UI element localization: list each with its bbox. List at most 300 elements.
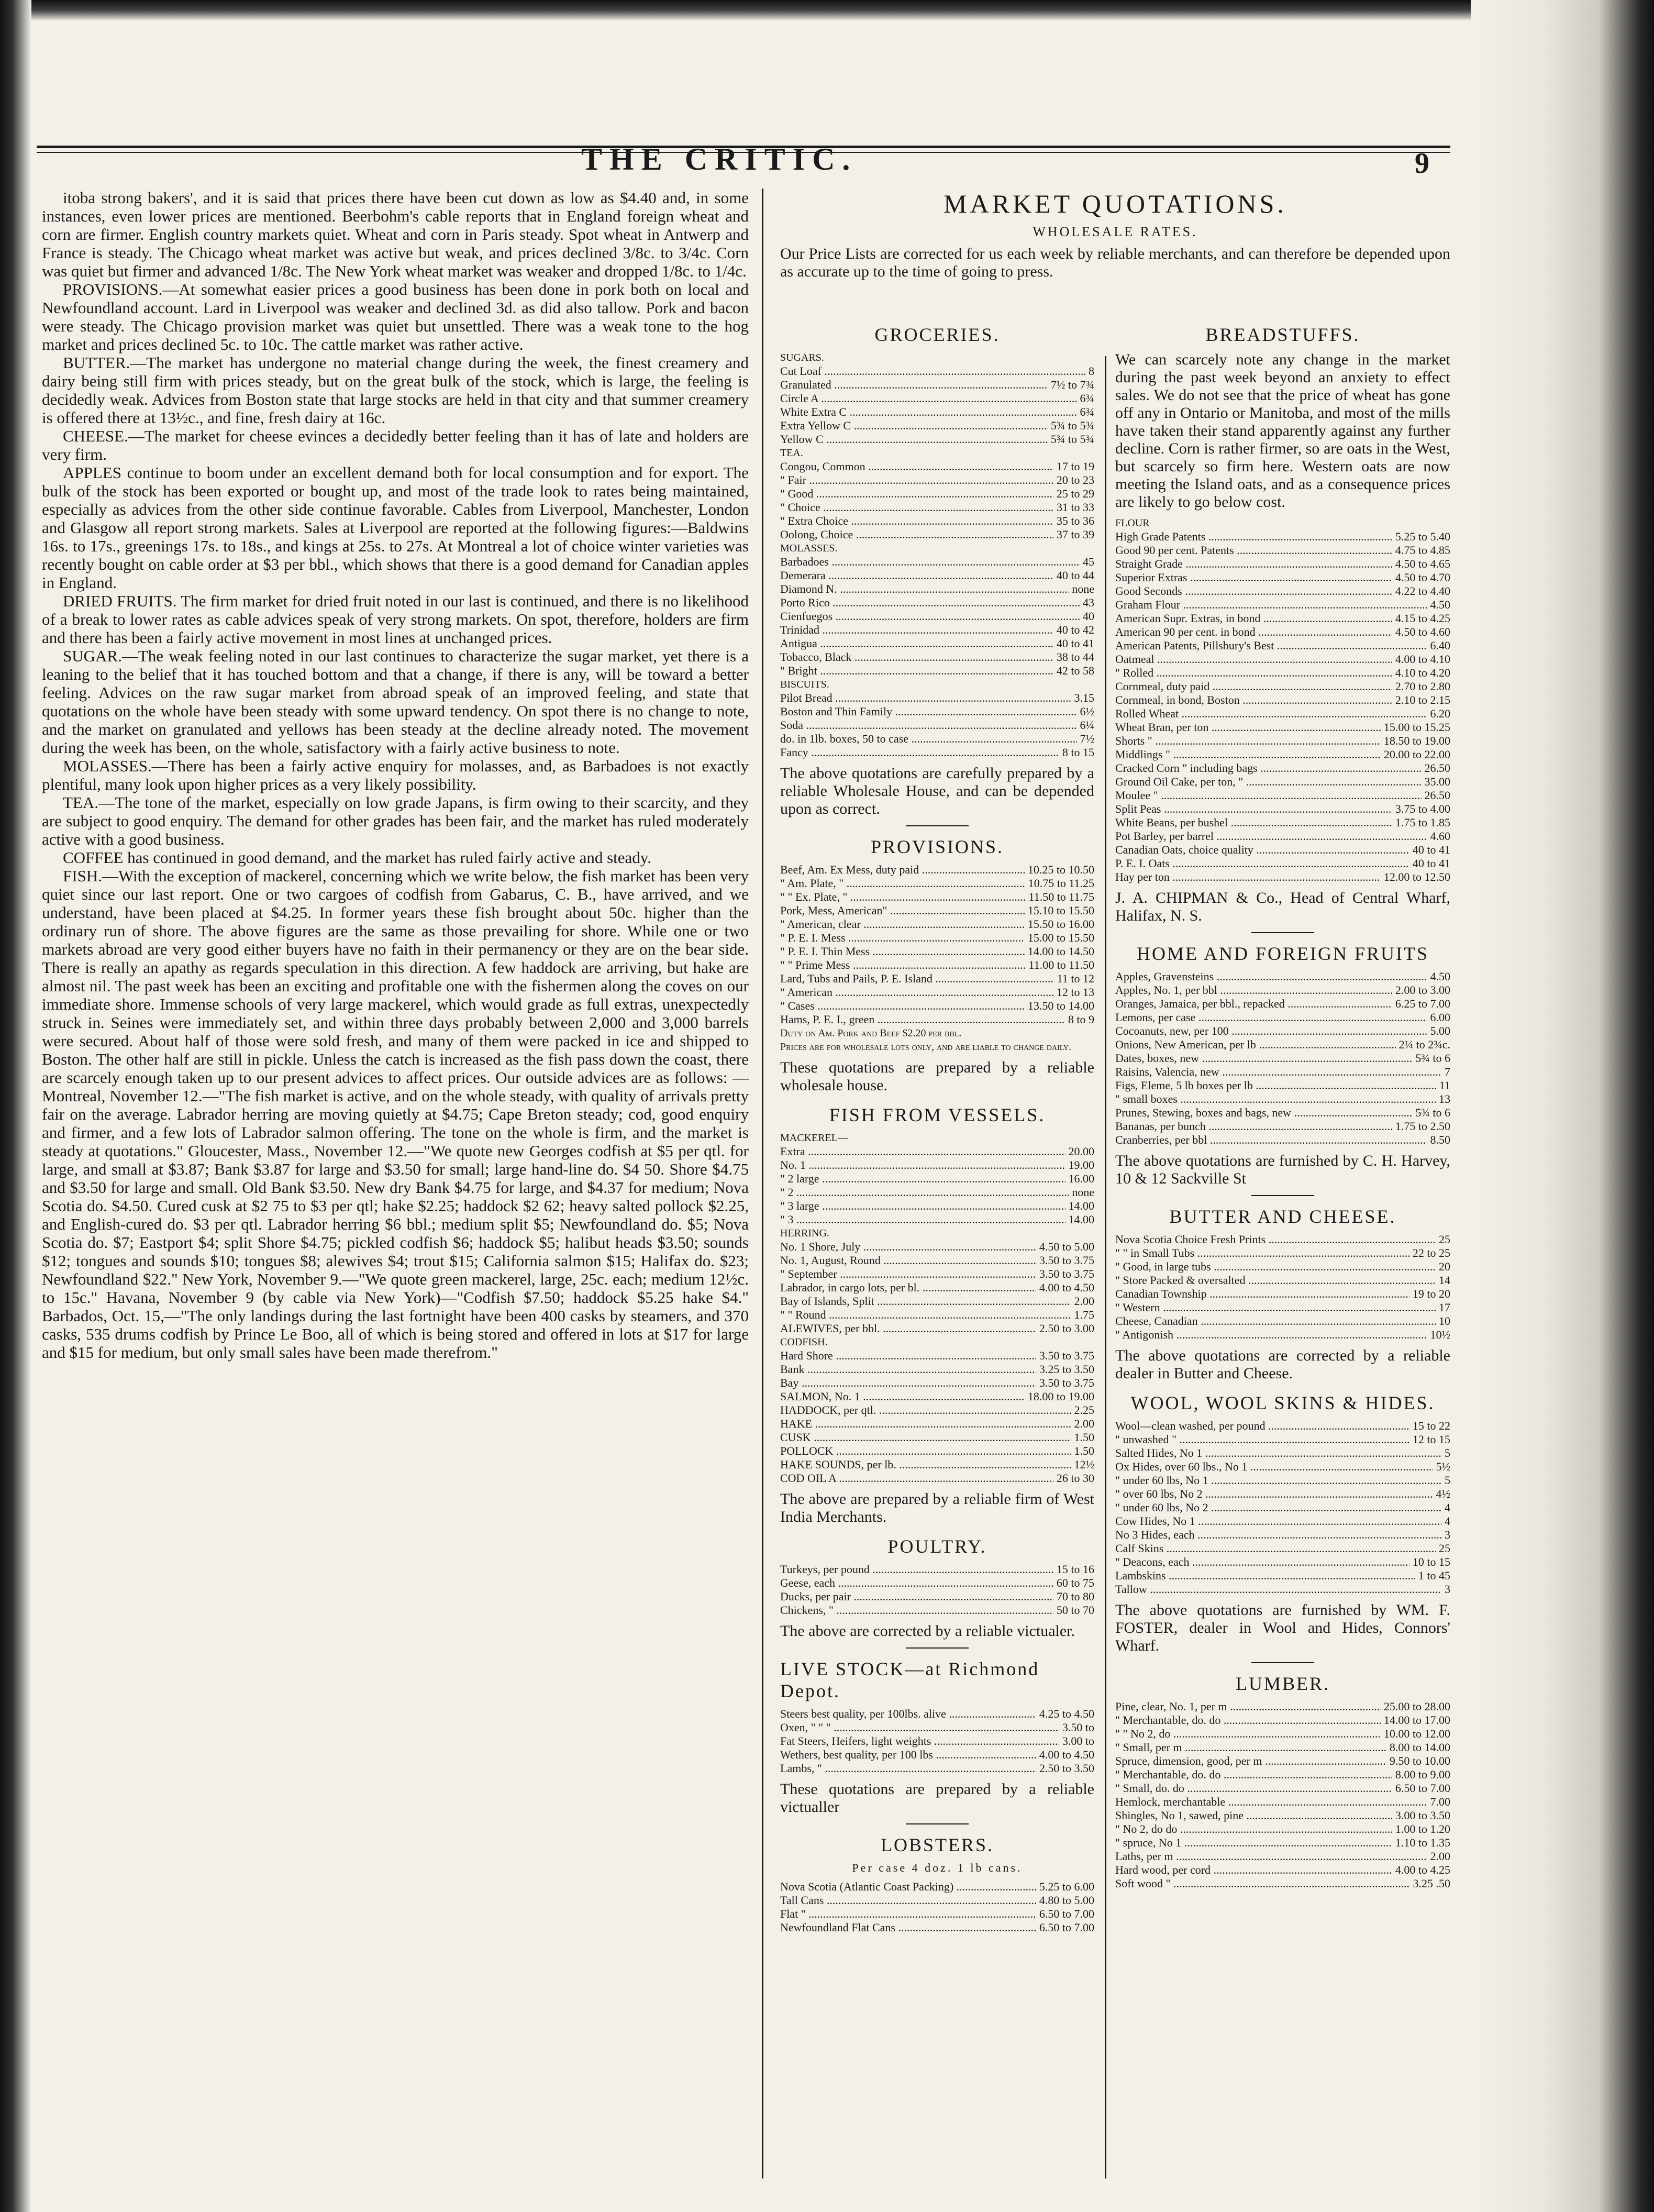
column-3	[1115, 314, 1450, 1890]
price-row	[1115, 970, 1450, 983]
price-item-value: 6.50 to 7.00	[1392, 1782, 1450, 1795]
price-item-label: Raisins, Valencia, new .....	[1115, 1065, 1441, 1079]
price-item-value: 4.00 to 4.50	[1036, 1281, 1094, 1295]
price-item-label: Salted Hides, No 1 .....	[1115, 1446, 1441, 1460]
price-item-value: 6¾	[1077, 405, 1095, 419]
price-item-value: 25 to 29	[1053, 487, 1094, 501]
price-item-value: 18.00 to 19.00	[1025, 1390, 1094, 1403]
price-item-label: Tall Cans .....	[780, 1894, 1036, 1907]
price-row	[780, 1762, 1094, 1775]
report-paragraph: SUGAR.—The weak feeling noted in our last continues to characterize the sugar market, yet there is a leaning to the belief that it has touched bottom and that a change, if there is any, will be toward a better feeling. Advices on the raw sugar market from abroad speak of an improved feeling, and state that quotations on the whole have been steady with some upward tendency. On spot there is no change to note, and the market on granulated and yellows has been steady at the decline already noted. The movement during the week has been, on the whole, satisfactory with a fairly active business to note.	[42, 647, 749, 757]
page-left-edge	[0, 0, 31, 2212]
price-row	[780, 460, 1094, 473]
price-item-value: 2.00	[1071, 1417, 1095, 1431]
price-item-label: White Beans, per bushel .....	[1115, 816, 1392, 830]
price-row	[1115, 530, 1450, 544]
price-item-label: Spruce, dimension, good, per m .....	[1115, 1754, 1386, 1768]
price-row	[780, 419, 1094, 433]
price-item-label: No. 1 Shore, July .....	[780, 1240, 1036, 1254]
price-row	[780, 596, 1094, 610]
header-rule-thin	[37, 152, 1450, 153]
price-row	[1115, 1850, 1450, 1863]
groceries-section	[780, 324, 1094, 818]
price-item-label: Superior Extras .....	[1115, 571, 1392, 584]
price-item-label: Apples, No. 1, per bbl .....	[1115, 983, 1392, 997]
price-item-label: " " No 2, do .....	[1115, 1727, 1381, 1741]
price-item-value: 6.40	[1427, 639, 1451, 652]
market-subtitle: WHOLESALE RATES.	[1033, 224, 1198, 239]
price-item-label: Cracked Corn " including bags .....	[1115, 761, 1422, 775]
price-item-label: P. E. I. Oats .....	[1115, 857, 1409, 870]
fruits-note: The above quotations are furnished by C. H. Harvey, 10 & 12 Sackville St	[1115, 1152, 1450, 1187]
price-item-value: 2.00 to 3.00	[1392, 983, 1450, 997]
price-item-value: 5¾ to 6	[1412, 1052, 1450, 1065]
price-item-label: Cheese, Canadian .....	[1115, 1314, 1436, 1328]
butter-title: BUTTER AND CHEESE.	[1169, 1206, 1396, 1227]
poultry-table	[780, 1563, 1094, 1617]
price-item-value: 4.25 to 4.50	[1036, 1707, 1094, 1721]
price-item-value: 40 to 44	[1053, 569, 1094, 582]
price-item-label: " " Ex. Plate, " .....	[780, 890, 1026, 904]
price-item-label: " under 60 lbs, No 1 .....	[1115, 1474, 1441, 1487]
price-item-value: 2.00	[1071, 1295, 1095, 1308]
price-item-label: " 2 large .....	[780, 1172, 1065, 1186]
price-row	[1115, 1501, 1450, 1514]
price-item-label: Middlings " .....	[1115, 748, 1381, 761]
price-item-value: 5¾ to 6	[1412, 1106, 1450, 1120]
price-item-value: 40	[1080, 610, 1094, 623]
report-paragraph: MOLASSES.—There has been a fairly active enquiry for molasses, and, as Barbadoes is not exactly plentiful, many look upon higher prices as a very likely possibility.	[42, 757, 749, 793]
price-item-label: Circle A .....	[780, 392, 1077, 405]
price-row	[780, 501, 1094, 514]
report-paragraph: DRIED FRUITS. The firm market for dried fruit noted in our last is continued, and there is no likelihood of a break to lower rates as cable advices speak of very strong markets. On spot, therefore, holders are firm and there has been a fairly active movement in most lines at unchanged prices.	[42, 592, 749, 647]
price-item-value: 14	[1436, 1274, 1450, 1287]
price-item-label: Bay .....	[780, 1376, 1036, 1390]
section-rule	[1251, 932, 1314, 933]
price-item-label: Cornmeal, in bond, Boston .....	[1115, 693, 1392, 707]
price-row	[1115, 1741, 1450, 1754]
price-item-value: 37 to 39	[1053, 528, 1094, 541]
price-item-value: 50 to 70	[1053, 1603, 1094, 1617]
price-row	[780, 1226, 1094, 1240]
price-row	[1115, 789, 1450, 802]
price-row	[780, 392, 1094, 405]
price-row	[1115, 830, 1450, 843]
binding-edge	[1471, 0, 1654, 2212]
price-item-label: " Good .....	[780, 487, 1053, 501]
price-item-label: No. 1 .....	[780, 1158, 1065, 1172]
price-row	[780, 351, 1094, 364]
price-item-value: 11 to 12	[1054, 972, 1094, 986]
price-item-value: 4.50 to 4.70	[1392, 571, 1450, 584]
price-item-value: 15.10 to 15.50	[1025, 904, 1094, 917]
price-item-label: Geese, each .....	[780, 1576, 1053, 1590]
price-item-label: Laths, per m .....	[1115, 1850, 1427, 1863]
price-row	[780, 637, 1094, 650]
price-row	[780, 1603, 1094, 1617]
butter-section	[1115, 1205, 1450, 1382]
price-row	[1115, 983, 1450, 997]
price-item-value: 2.25	[1071, 1403, 1095, 1417]
price-item-value: 10.25 to 10.50	[1025, 863, 1094, 877]
price-item-value: 8 to 15	[1059, 746, 1094, 759]
price-item-label: Turkeys, per pound .....	[780, 1563, 1053, 1576]
price-item-label: Cornmeal, duty paid .....	[1115, 680, 1392, 693]
price-item-value: 2.00	[1427, 1850, 1451, 1863]
price-item-value: 12.00 to 12.50	[1381, 870, 1450, 884]
price-row	[780, 1172, 1094, 1186]
price-item-label: Oranges, Jamaica, per bbl., repacked .....	[1115, 997, 1392, 1011]
price-row	[1115, 1836, 1450, 1850]
price-row	[780, 1907, 1094, 1921]
price-row	[780, 718, 1094, 732]
price-row	[1115, 1700, 1450, 1713]
price-item-label: COD OIL A .....	[780, 1472, 1053, 1485]
price-item-label: No. 1, August, Round .....	[780, 1254, 1036, 1267]
price-row	[1115, 1133, 1450, 1147]
price-item-label: Pork, Mess, American" .....	[780, 904, 1025, 917]
price-item-value: 3.25 .50	[1410, 1877, 1451, 1890]
price-item-label: " American .....	[780, 986, 1053, 999]
price-row	[1115, 1768, 1450, 1782]
price-item-label: Calf Skins .....	[1115, 1542, 1436, 1555]
price-row	[780, 986, 1094, 999]
price-item-value: 20.00	[1065, 1145, 1095, 1158]
price-item-label: Duty on Am. Pork and Beef $2.20 per bbl.	[780, 1027, 962, 1039]
price-item-label: Wheat Bran, per ton .....	[1115, 721, 1381, 734]
price-item-value: none	[1069, 1186, 1094, 1199]
poultry-note: The above are corrected by a reliable victualer.	[780, 1622, 1075, 1640]
price-item-value: 12 to 13	[1053, 986, 1094, 999]
price-row	[1115, 666, 1450, 680]
report-paragraph: APPLES continue to boom under an excellent demand both for local consumption and for export. The bulk of the stock has been exported or bought up, and most of the trade look to rates being maintained, especially as advices from the other side continue favorable. Cables from Liverpool, Manchester, London and Glasgow all report strong markets. Sales at Liverpool are reported at the following figures:—Baldwins 16s. to 17s., greenings 17s. to 18s., and kings at 25s. to 27s. At Montreal a lot of choice winter varieties was recently bought on cable order at $3 per bbl., which shows that there is a good demand for Canadian apples in England.	[42, 463, 749, 592]
price-row	[1115, 1106, 1450, 1120]
poultry-title: POULTRY.	[887, 1536, 987, 1557]
price-item-label: Straight Grade .....	[1115, 557, 1392, 571]
fruits-title: HOME AND FOREIGN FRUITS	[1136, 943, 1429, 964]
provisions-section	[780, 836, 1094, 1094]
price-row	[1115, 1092, 1450, 1106]
price-item-label: Fat Steers, Heifers, light weights .....	[780, 1734, 1059, 1748]
fruits-table	[1115, 970, 1450, 1147]
price-item-value: 4	[1441, 1514, 1450, 1528]
price-row	[1115, 775, 1450, 789]
fruits-section	[1115, 943, 1450, 1188]
price-row	[1115, 1809, 1450, 1822]
price-row	[1115, 1713, 1450, 1727]
price-item-value: 13	[1436, 1092, 1450, 1106]
section-rule	[906, 825, 969, 826]
price-item-label: Granulated .....	[780, 378, 1048, 392]
price-item-value: 17	[1436, 1301, 1450, 1314]
price-item-label: " unwashed " .....	[1115, 1433, 1409, 1446]
price-item-label: " " in Small Tubs .....	[1115, 1246, 1409, 1260]
price-row	[780, 972, 1094, 986]
price-row	[1115, 1038, 1450, 1052]
price-item-label: " Cases .....	[780, 999, 1025, 1013]
price-item-value: 4.80 to 5.00	[1036, 1894, 1094, 1907]
price-item-label: Soft wood " .....	[1115, 1877, 1410, 1890]
price-item-label: Hard wood, per cord .....	[1115, 1863, 1392, 1877]
price-item-value: 15.50 to 16.00	[1025, 917, 1094, 931]
price-row	[1115, 544, 1450, 557]
price-item-value: 1.75 to 1.85	[1392, 816, 1450, 830]
price-row	[1115, 721, 1450, 734]
price-row	[780, 863, 1094, 877]
price-item-value: 35 to 36	[1053, 514, 1094, 528]
livestock-table	[780, 1707, 1094, 1775]
price-row	[780, 514, 1094, 528]
poultry-section	[780, 1535, 1094, 1640]
price-item-value: 4.50 to 4.65	[1392, 557, 1450, 571]
price-item-label: " small boxes .....	[1115, 1092, 1436, 1106]
price-item-value: 11.00 to 11.50	[1026, 958, 1094, 972]
price-row	[1115, 761, 1450, 775]
price-row	[1115, 584, 1450, 598]
price-item-label: " Bright .....	[780, 664, 1053, 678]
price-item-label: Split Peas .....	[1115, 802, 1392, 816]
price-item-label: Hams, P. E. I., green .....	[780, 1013, 1065, 1026]
price-row	[1115, 516, 1450, 530]
price-item-label: do. in 1lb. boxes, 50 to case .....	[780, 732, 1077, 746]
price-row	[780, 1707, 1094, 1721]
price-row	[1115, 693, 1450, 707]
price-item-value: 1.75 to 2.50	[1392, 1120, 1450, 1133]
price-row	[780, 582, 1094, 596]
market-title: MARKET QUOTATIONS.	[943, 189, 1287, 218]
price-item-label: " " Prime Mess .....	[780, 958, 1026, 972]
price-row	[1115, 652, 1450, 666]
price-item-value: 20.00 to 22.00	[1381, 748, 1450, 761]
price-item-label: Soda .....	[780, 718, 1077, 732]
price-item-label: Nova Scotia Choice Fresh Prints .....	[1115, 1233, 1436, 1246]
price-item-label: Demerara .....	[780, 569, 1053, 582]
price-item-label: Prunes, Stewing, boxes and bags, new .....	[1115, 1106, 1412, 1120]
price-item-value: 1.50	[1071, 1431, 1095, 1444]
lumber-title: LUMBER.	[1235, 1673, 1330, 1694]
market-intro: Our Price Lists are corrected for us each week by reliable merchants, and can therefore be depended upon as accurate up to the time of going to press.	[780, 245, 1450, 280]
breadstuffs-table	[1115, 516, 1450, 884]
price-item-label: " Good, in large tubs .....	[1115, 1260, 1436, 1274]
price-item-value: 43	[1080, 596, 1094, 610]
price-item-value: 25	[1436, 1542, 1450, 1555]
price-item-value: 4.10 to 4.20	[1392, 666, 1450, 680]
price-item-value: 26 to 30	[1053, 1472, 1094, 1485]
report-paragraph: FISH.—With the exception of mackerel, concerning which we write below, the fish market has been very quiet since our last report. One or two cargoes of codfish from Gabarus, C. B., have arrived, and we understand, have been placed at $4.25. In former years these fish brought about 50c. higher than the ordinary run of shore. The above figures are the same as those prevailing for shore. While one or two markets abroad are very good either buyers have no faith in their permanency or they are on the bear side. There is really an apathy as regards speculation in this direction. A few haddock are arriving, but hake are almost nil. The past week has been an exciting and profitable one with the fishermen along the coves on our immediate shore. Immense schools of very large mackerel, which would grade as full extras, unexpectedly struck in. Seines were immediately set, and within three days probably between 2,000 and 3,000 barrels were secured. About half of those were sold fresh, and many of them were packed in ice and shipped to Boston. The other half are still in pickle. Unless the catch is increased as the fish pass down the coast, there are scarcely enough taken up to our present advices to affect prices. Our outside advices are as follows: —Montreal, November 12.—"The fish market is active, and on the whole steady, with quality of arrivals pretty fair on the average. Labrador herring are moving quietly at $4.75; Cape Breton steady; cod, good enquiry and firmer, and a few lots of Labrador salmon offering. The tone on the whole is firm, and the market is steady at quotations." Gloucester, Mass., November 12.—"We quote new Georges codfish at $5 per qtl. for large, and small at $3.87; Bank $3.87 for large and $3.50 for small; large hand-line do. $4 50. Shore $4.75 and $3.50 for large and small. Old Bank $3.50. New dry Bank $4.75 for large, and $4.37 for medium; Nova Scotia do. $4.50. Cured cusk at $2 75 to $3 per qtl; hake $2.25; haddock $2 62; heavy salted pollock $2.25, and English-cured do. $3 per qtl. Labrador herring $6 bbl.; medium split $5; Newfoundland do. $5; Nova Scotia do. $7; Eastport $4; split Shore $4.75; pickled codfish $6; haddock $5; halibut heads $3.50; sounds $12; tongues and sounds $10; tongues $8; alewives $4; trout $15; California salmon $15; Halifax do. $23; Newfoundland $22." New York, November 9.—"We quote green mackerel, large, 25c. each; medium 12½c. to 15c." Havana, November 9 (by cable via New York)—"Codfish $7.50; haddock $5.25 hake $4." Barbados, Oct. 15,—"The only landings during the last fortnight have been 400 casks by steamers, and 370 casks, 535 drums codfish by Prince Le Boo, all of which is being stored and offered in lots at $17 for large and $15 for medium, but only small sales have been made therefrom."	[42, 867, 749, 1362]
price-item-label: " Small, do. do .....	[1115, 1782, 1392, 1795]
price-item-label: Bay of Islands, Split .....	[780, 1295, 1071, 1308]
price-item-value: 5	[1441, 1474, 1450, 1487]
price-item-value: 40 to 42	[1053, 623, 1094, 637]
price-item-label: Oatmeal .....	[1115, 652, 1392, 666]
price-item-value: 10.00 to 12.00	[1381, 1727, 1450, 1741]
price-item-label: " Am. Plate, " .....	[780, 877, 1025, 890]
price-item-label: Lemons, per case .....	[1115, 1011, 1427, 1024]
price-item-label: Extra Yellow C .....	[780, 419, 1048, 433]
price-item-label: BISCUITS.	[780, 679, 829, 690]
price-item-label: MOLASSES.	[780, 543, 838, 554]
price-item-label: Hay per ton .....	[1115, 870, 1381, 884]
fish-note: The above are prepared by a reliable firm of West India Merchants.	[780, 1490, 1094, 1525]
price-row	[1115, 1754, 1450, 1768]
price-row	[780, 446, 1094, 460]
price-item-value: 25	[1436, 1233, 1450, 1246]
price-item-value: 3	[1441, 1583, 1450, 1596]
price-item-label: Labrador, in cargo lots, per bl. .....	[780, 1281, 1036, 1295]
report-paragraph: itoba strong bakers', and it is said that prices there have been cut down as low as $4.40 and, in some instances, even lower prices are mentioned. Beerbohm's cable reports that in England foreign wheat and corn are firmer. English country markets quiet. Wheat and corn in Paris steady. Spot wheat in Antwerp and France is steady. The Chicago wheat market was active but weak, and prices declined 3/8c. to 3/4c. Corn was quiet but firmer and advanced 1/8c. The New York wheat market was weaker and dropped 1/8c. to 1/4c.	[42, 189, 749, 280]
price-item-value: 8.50	[1427, 1133, 1451, 1147]
price-item-label: " Fair .....	[780, 473, 1053, 487]
lumber-table	[1115, 1700, 1450, 1890]
price-row	[1115, 1314, 1450, 1328]
price-item-label: Trinidad .....	[780, 623, 1053, 637]
price-row	[780, 1026, 1094, 1040]
price-row	[1115, 571, 1450, 584]
price-item-value: 31 to 33	[1053, 501, 1094, 514]
price-item-value: 18.50 to 19.00	[1381, 734, 1450, 748]
price-item-value: 7.00	[1427, 1795, 1451, 1809]
price-item-label: Cow Hides, No 1 .....	[1115, 1514, 1441, 1528]
price-row	[780, 1431, 1094, 1444]
price-row	[1115, 707, 1450, 721]
price-item-label: CODFISH.	[780, 1336, 828, 1348]
price-row	[780, 1590, 1094, 1603]
column-divider-1	[762, 189, 763, 2178]
price-item-label: Good Seconds .....	[1115, 584, 1392, 598]
price-row	[780, 473, 1094, 487]
price-row	[780, 650, 1094, 664]
provisions-title: PROVISIONS.	[870, 836, 1004, 857]
price-item-label: No 3 Hides, each .....	[1115, 1528, 1441, 1542]
price-item-value: 4.50	[1427, 970, 1451, 983]
price-item-value: 6.25 to 7.00	[1392, 997, 1450, 1011]
price-item-value: 42 to 58	[1053, 664, 1094, 678]
price-item-value: 10 to 15	[1409, 1555, 1450, 1569]
price-item-label: Extra .....	[780, 1145, 1065, 1158]
price-row	[780, 623, 1094, 637]
price-item-label: " Choice .....	[780, 501, 1053, 514]
price-item-label: HADDOCK, per qtl. .....	[780, 1403, 1071, 1417]
price-row	[1115, 1024, 1450, 1038]
price-item-value: 4.60	[1427, 830, 1451, 843]
price-row	[780, 1335, 1094, 1349]
price-item-label: American 90 per cent. in bond .....	[1115, 625, 1392, 639]
price-row	[1115, 1328, 1450, 1342]
price-item-value: 25.00 to 28.00	[1381, 1700, 1450, 1713]
wool-section	[1115, 1392, 1450, 1655]
butter-note: The above quotations are corrected by a reliable dealer in Butter and Cheese.	[1115, 1347, 1450, 1382]
masthead: THE CRITIC.	[581, 142, 858, 176]
section-rule	[906, 1823, 969, 1824]
price-row	[780, 1563, 1094, 1576]
price-row	[780, 569, 1094, 582]
price-row	[1115, 1460, 1450, 1474]
price-row	[1115, 997, 1450, 1011]
report-paragraph: CHEESE.—The market for cheese evinces a decidedly better feeling than it has of late and holders are very firm.	[42, 427, 749, 463]
price-item-label: Ground Oil Cake, per ton, " .....	[1115, 775, 1422, 789]
price-item-value: 2.10 to 2.15	[1392, 693, 1450, 707]
price-item-label: Porto Rico .....	[780, 596, 1080, 610]
price-item-value: 7½	[1077, 732, 1095, 746]
price-item-value: 5½	[1433, 1460, 1451, 1474]
price-item-label: Congou, Common .....	[780, 460, 1053, 473]
price-item-label: American Supr. Extras, in bond .....	[1115, 612, 1392, 625]
price-item-label: Prices are for wholesale lots only, and are liable to change daily.	[780, 1041, 1072, 1053]
price-row	[780, 1472, 1094, 1485]
price-item-value: 10.75 to 11.25	[1025, 877, 1094, 890]
price-row	[1115, 802, 1450, 816]
price-item-value: 8.00 to 9.00	[1392, 1768, 1450, 1782]
price-item-label: Apples, Gravensteins .....	[1115, 970, 1427, 983]
price-item-value: 9.50 to 10.00	[1386, 1754, 1450, 1768]
price-item-label: " spruce, No 1 .....	[1115, 1836, 1392, 1850]
price-row	[780, 945, 1094, 958]
price-item-value: 4.75 to 4.85	[1392, 544, 1450, 557]
price-item-value: 6.00	[1427, 1011, 1451, 1024]
price-row	[780, 1145, 1094, 1158]
price-item-label: Ducks, per pair .....	[780, 1590, 1053, 1603]
price-item-value: 12 to 15	[1409, 1433, 1450, 1446]
price-row	[780, 433, 1094, 446]
price-row	[1115, 1555, 1450, 1569]
price-row	[1115, 1301, 1450, 1314]
price-item-label: Lambskins .....	[1115, 1569, 1415, 1583]
price-item-value: 4.00 to 4.25	[1392, 1863, 1450, 1877]
price-row	[780, 917, 1094, 931]
price-row	[780, 1281, 1094, 1295]
groceries-table	[780, 351, 1094, 759]
price-row	[1115, 639, 1450, 652]
price-item-value: 40 to 41	[1409, 843, 1450, 857]
price-item-label: Bank .....	[780, 1363, 1036, 1376]
butter-table	[1115, 1233, 1450, 1342]
price-row	[780, 528, 1094, 541]
price-row	[1115, 843, 1450, 857]
price-item-value: 15.00 to 15.25	[1381, 721, 1450, 734]
groceries-title: GROCERIES.	[874, 324, 1000, 345]
price-row	[780, 378, 1094, 392]
price-row	[1115, 598, 1450, 612]
price-row	[1115, 1011, 1450, 1024]
price-row	[780, 691, 1094, 705]
lobsters-table	[780, 1880, 1094, 1934]
section-rule	[906, 1647, 969, 1649]
price-item-label: POLLOCK .....	[780, 1444, 1071, 1458]
price-row	[780, 1458, 1094, 1472]
price-item-label: Flat " .....	[780, 1907, 1036, 1921]
wool-table	[1115, 1419, 1450, 1596]
price-item-label: Pilot Bread .....	[780, 691, 1071, 705]
price-row	[780, 1894, 1094, 1907]
price-item-value: 1 to 45	[1415, 1569, 1450, 1583]
price-row	[780, 1734, 1094, 1748]
price-row	[1115, 1287, 1450, 1301]
price-item-label: Antigua .....	[780, 637, 1053, 650]
price-item-label: " 3 .....	[780, 1213, 1065, 1226]
price-item-label: Wool—clean washed, per pound .....	[1115, 1419, 1409, 1433]
price-row	[780, 732, 1094, 746]
lobsters-section	[780, 1834, 1094, 1934]
price-row	[780, 1390, 1094, 1403]
price-row	[1115, 1419, 1450, 1433]
price-item-label: Yellow C .....	[780, 433, 1048, 446]
price-row	[1115, 857, 1450, 870]
price-item-value: 4½	[1433, 1487, 1451, 1501]
price-item-value: 2.50 to 3.00	[1036, 1322, 1094, 1335]
price-item-label: Cocoanuts, new, per 100 .....	[1115, 1024, 1427, 1038]
price-item-value: 22 to 25	[1409, 1246, 1450, 1260]
report-paragraph: BUTTER.—The market has undergone no material change during the week, the finest creamery and dairy being still firm with prices steady, but on the great bulk of the stock, which is large, the feeling is decidedly weak. Advices from Boston state that large stocks are held in that city and that summer creamery is offered there at 13½c., and fine, fresh dairy at 16c.	[42, 353, 749, 427]
